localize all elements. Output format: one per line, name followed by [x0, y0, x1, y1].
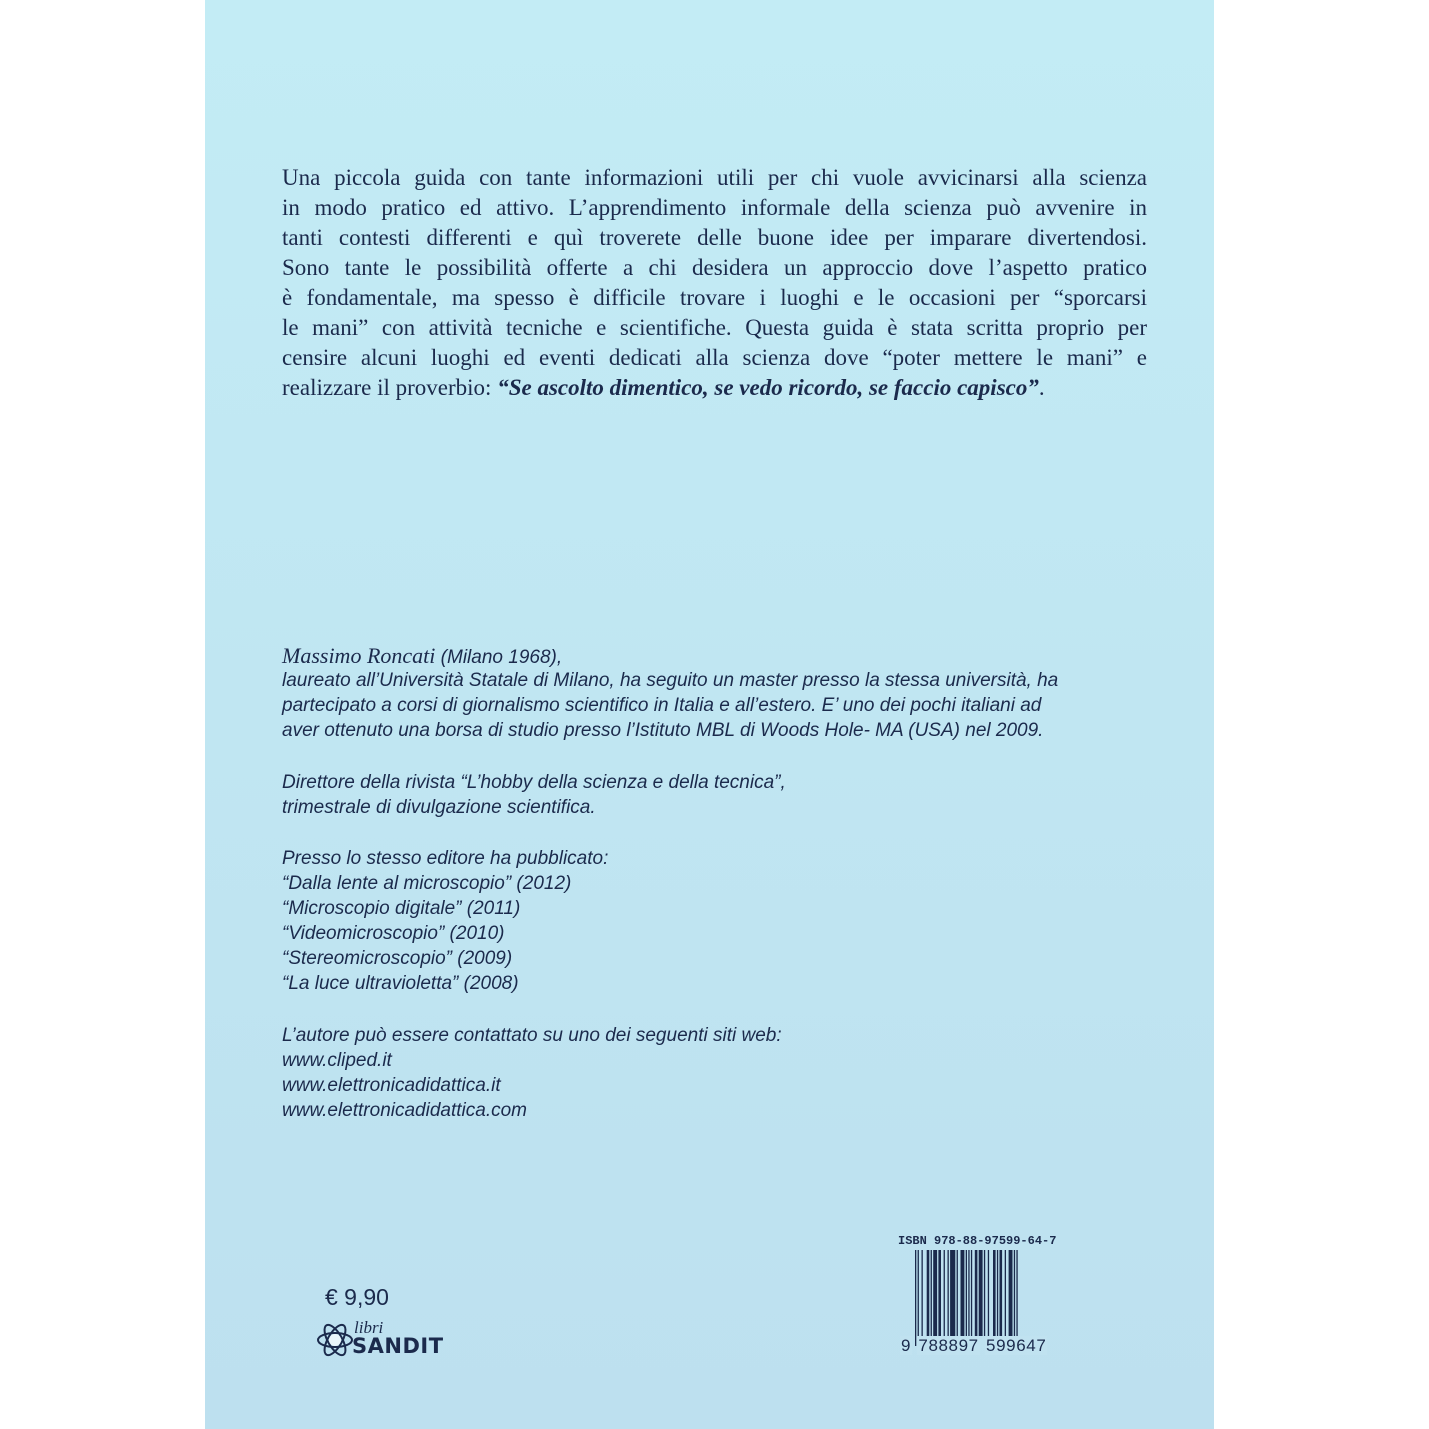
book-item: “La luce ultravioletta” (2008): [282, 973, 519, 994]
ean-first-digit: 9: [901, 1336, 912, 1355]
barcode-bar: [948, 1250, 949, 1336]
barcode-bar: [1005, 1250, 1006, 1336]
barcode-bar: [918, 1250, 919, 1346]
book-item: “Microscopio digitale” (2011): [282, 898, 521, 919]
book-item: “Stereomicroscopio” (2009): [282, 948, 513, 969]
barcode-bar: [984, 1250, 985, 1336]
proverb-quote: “Se ascolto dimentico, se vedo ricordo, se faccio capisco”: [497, 375, 1039, 400]
barcode-bar: [1000, 1250, 1003, 1336]
barcode-bar: [938, 1250, 941, 1336]
isbn-label: ISBN 978-88-97599-64-7: [898, 1234, 1057, 1248]
ean-left-digits: 788897: [918, 1336, 979, 1355]
barcode-bar: [961, 1250, 965, 1336]
barcode-bar: [1009, 1250, 1013, 1336]
blurb-line: Una piccola guida con tante informazioni utili per chi vuole avvicinarsi alla scienza: [282, 165, 1147, 190]
bio-line: trimestrale di divulgazione scientifica.: [282, 797, 596, 818]
author-name: Massimo Roncati: [282, 643, 436, 668]
barcode-bar: [922, 1250, 923, 1336]
publisher-logo: [316, 1318, 456, 1362]
barcode: [915, 1250, 1047, 1346]
bio-line: aver ottenuto una borsa di studio presso l’Istituto MBL di Woods Hole- MA (USA) nel 2009.: [282, 720, 1044, 741]
blurb-line-last: [282, 373, 1147, 403]
ean-right-digits: 599647: [986, 1336, 1047, 1355]
director-info: [282, 770, 786, 820]
barcode-bar: [988, 1250, 989, 1336]
barcode-bar: [957, 1250, 958, 1336]
barcode-bar: [979, 1250, 983, 1336]
blurb-line: Sono tante le possibilità offerte a chi desidera un approccio dove l’aspetto pratico: [282, 255, 1147, 280]
barcode-bar: [966, 1250, 967, 1336]
barcode-bar: [975, 1250, 978, 1336]
blurb-line: tanti contesti differenti e quì troverete delle buone idee per imparare divertendosi.: [282, 225, 1147, 250]
publisher-name: SANDIT: [352, 1334, 444, 1358]
website: www.cliped.it: [282, 1050, 392, 1071]
barcode-bar: [968, 1250, 969, 1336]
website: www.elettronicadidattica.it: [282, 1075, 501, 1096]
blurb-text: .: [1038, 375, 1045, 400]
website: www.elettronicadidattica.com: [282, 1100, 527, 1121]
bio-line: laureato all’Università Statale di Milano, ha seguito un master presso la stessa università, ha: [282, 670, 1059, 691]
blurb-line: in modo pratico ed attivo. L’apprendimento informale della scienza può avvenire in: [282, 195, 1147, 220]
barcode-bar: [1014, 1250, 1015, 1336]
barcode-bar: [915, 1250, 916, 1346]
atom-icon: [316, 1320, 354, 1360]
published-books: [282, 846, 608, 996]
barcode-bar: [944, 1250, 945, 1336]
publisher-libri: libri: [354, 1318, 384, 1337]
barcode-bar: [993, 1250, 996, 1336]
contact-info: [282, 1023, 782, 1123]
price: € 9,90: [325, 1284, 389, 1310]
barcode-bar: [997, 1250, 998, 1336]
blurb-line: censire alcuni luoghi ed eventi dedicati alla scienza dove “poter mettere le mani” e: [282, 345, 1147, 370]
barcode-bar: [971, 1250, 972, 1336]
author-origin: (Milano 1968),: [435, 647, 563, 668]
bio-line: partecipato a corsi di giornalismo scientifico in Italia e all’estero. E’ uno dei pochi italiani ad: [282, 695, 1042, 716]
barcode-bar: [950, 1250, 955, 1336]
bio-line: Direttore della rivista “L’hobby della scienza e della tecnica”,: [282, 772, 786, 793]
blurb-paragraph: [282, 163, 1147, 403]
blurb-text: realizzare il proverbio:: [282, 375, 498, 400]
ean-digits: [900, 1336, 1047, 1356]
blurb-line: le mani” con attività tecniche e scientifiche. Questa guida è stata scritta proprio per: [282, 315, 1147, 340]
published-heading: Presso lo stesso editore ha pubblicato:: [282, 848, 609, 869]
barcode-bar: [1016, 1250, 1017, 1346]
barcode-bar: [933, 1250, 937, 1336]
blurb-line: è fondamentale, ma spesso è difficile trovare i luoghi e le occasioni per “sporcarsi: [282, 285, 1147, 310]
book-item: “Dalla lente al microscopio” (2012): [282, 873, 572, 894]
barcode-bar: [931, 1250, 932, 1336]
barcode-bar: [927, 1250, 930, 1336]
contact-heading: L’autore può essere contattato su uno dei seguenti siti web:: [282, 1025, 782, 1046]
book-item: “Videomicroscopio” (2010): [282, 923, 505, 944]
author-bio: [282, 643, 1058, 743]
